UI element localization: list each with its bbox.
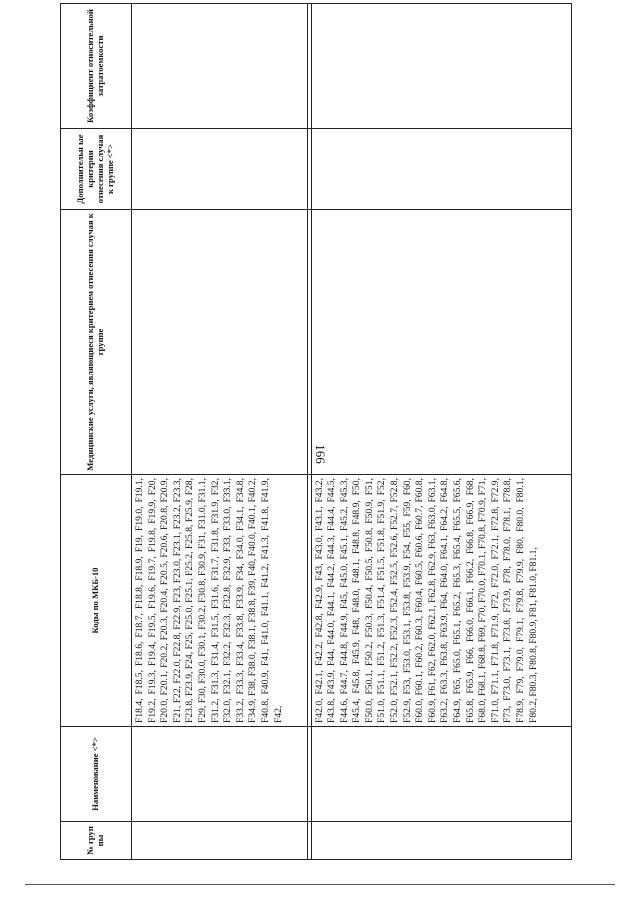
cell-medical-services bbox=[311, 210, 571, 475]
header-medical-services: Медицинские услуги, являющиеся критерием отнесения случая к группе bbox=[61, 210, 132, 475]
header-coefficient: Коэффициент относительной затратоемкости bbox=[61, 4, 132, 129]
cell-group-number bbox=[311, 822, 571, 860]
header-icd-codes: Коды по МКБ-10 bbox=[61, 475, 132, 727]
cell-coefficient bbox=[132, 4, 308, 129]
table-row bbox=[132, 4, 308, 860]
cell-coefficient bbox=[311, 4, 571, 129]
cell-name bbox=[311, 727, 571, 822]
group-codes-table bbox=[60, 3, 572, 860]
rotated-table-container bbox=[60, 4, 572, 860]
page-number: 166 bbox=[313, 444, 328, 464]
table-row bbox=[311, 4, 571, 860]
cell-group-number bbox=[132, 822, 308, 860]
page-bottom-rule bbox=[25, 884, 615, 885]
cell-medical-services bbox=[132, 210, 308, 475]
cell-additional-criteria bbox=[311, 129, 571, 210]
header-group-number: № груп пы bbox=[61, 822, 132, 860]
header-additional-criteria: Дополнительн ые критерии отнесения случая к группе <*> bbox=[61, 129, 132, 210]
cell-additional-criteria bbox=[132, 129, 308, 210]
cell-name bbox=[132, 727, 308, 822]
table-header-row bbox=[61, 4, 132, 860]
cell-icd-codes: F42.0, F42.1, F42.2, F42.8, F42.9, F43, F43.0, F43.1, F43.2, F43.8, F43.9, F44, F44.0, F44.1, F44.2, F44.3, F44.4, F44.5, F44.6, F44.7, F44.8, F44.9, F45, F45.0, F45.1, F45.2, F45.3, F45.4, F45.8, F45.9, F48, F48.0, F48.1, F48.8, F48.9, F50, F50.0, F50.1, F50.2, F50.3, F50.4, F50.5, F50.8, F50.9, F51, F51.0, F51.1, F51.2, F51.3, F51.4, F51.5, F51.8, F51.9, F52, F52.0, F52.1, F52.2, F52.3, F52.4, F52.5, F52.6, F52.7, F52.8, F52.9, F53, F53.0, F53.1, F53.8, F53.9, F54, F55, F59, F60, F60.0, F60.1, F60.2, F60.3, F60.4, F60.5, F60.6, F60.7, F60.8, F60.9, F61, F62, F62.0, F62.1, F62.8, F62.9, F63, F63.0, F63.1, F63.2, F63.3, F63.8, F63.9, F64, F64.0, F64.1, F64.2, F64.8, F64.9, F65, F65.0, F65.1, F65.2, F65.3, F65.4, F65.5, F65.6, F65.8, F65.9, F66, F66.0, F66.1, F66.2, F66.8, F66.9, F68, F68.0, F68.1, F68.8, F69, F70, F70.0, F70.1, F70.8, F70.9, F71, F71.0, F71.1, F71.8, F71.9, F72, F72.0, F72.1, F72.8, F72.9, F73, F73.0, F73.1, F73.8, F73.9, F78, F78.0, F78.1, F78.8, F78.9, F79, F79.0, F79.1, F79.8, F79.9, F80, F80.0, F80.1, F80.2, F80.3, F80.8, F80.9, F81, F81.0, F81.1, bbox=[311, 475, 571, 727]
header-name: Наименование <*> bbox=[61, 727, 132, 822]
cell-icd-codes: F18.4, F18.5, F18.6, F18.7, F18.8, F18.9, F19, F19.0, F19.1, F19.2, F19.3, F19.4, F19.5, F19.6, F19.7, F19.8, F19.9, F20, F20.0, F20.1, F20.2, F20.3, F20.4, F20.5, F20.6, F20.8, F20.9, F21, F22, F22.0, F22.8, F22.9, F23, F23.0, F23.1, F23.2, F23.3, F23.8, F23.9, F24, F25, F25.0, F25.1, F25.2, F25.8, F25.9, F28, F29, F30, F30.0, F30.1, F30.2, F30.8, F30.9, F31, F31.0, F31.1, F31.2, F31.3, F31.4, F31.5, F31.6, F31.7, F31.8, F31.9, F32, F32.0, F32.1, F32.2, F32.3, F32.8, F32.9, F33, F33.0, F33.1, F33.2, F33.3, F33.4, F33.8, F33.9, F34, F34.0, F34.1, F34.8, F34.9, F38, F38.0, F38.1, F38.8, F39, F40, F40.0, F40.1, F40.2, F40.8, F40.9, F41, F41.0, F41.1, F41.2, F41.3, F41.8, F41.9, F42, bbox=[132, 475, 308, 727]
